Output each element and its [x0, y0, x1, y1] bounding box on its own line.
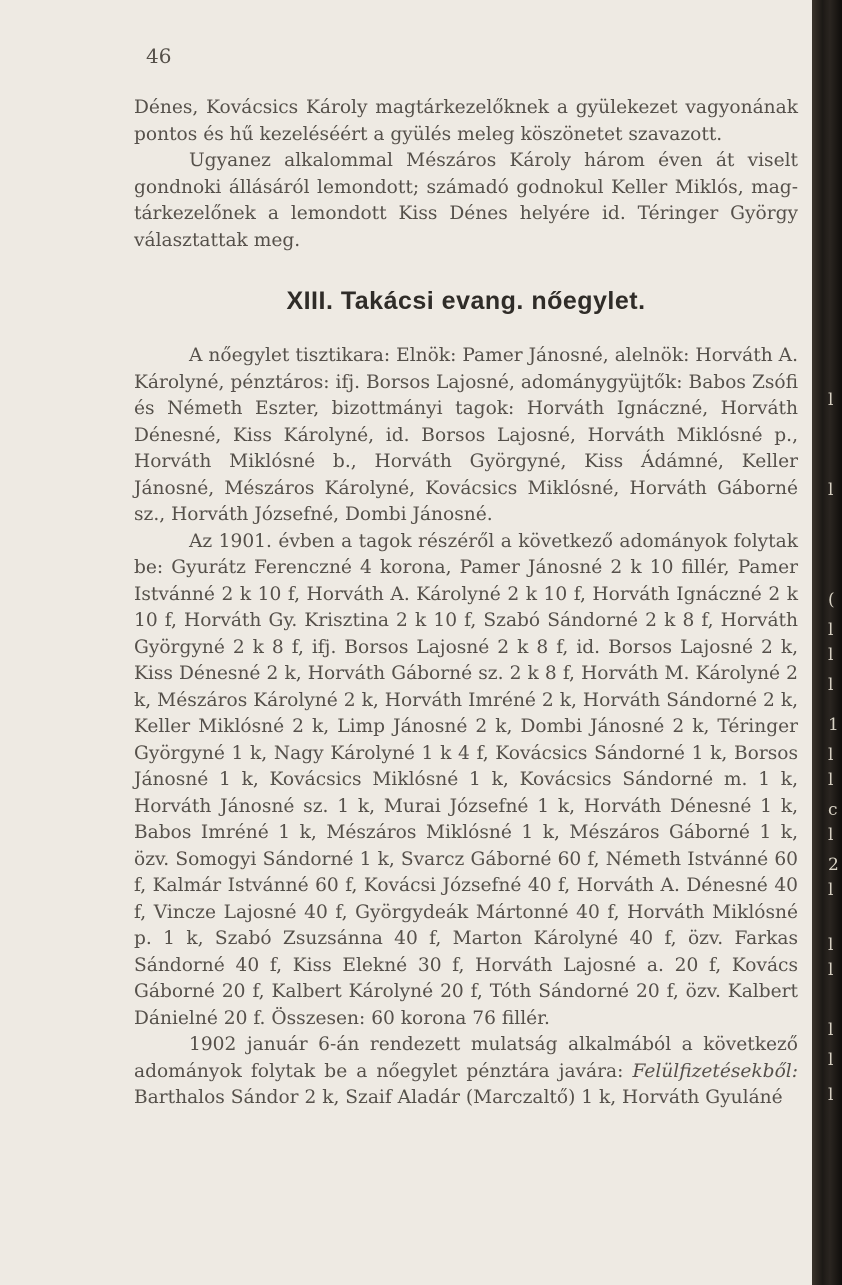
edge-glyph: 2 [828, 855, 839, 875]
edge-glyph: l [828, 480, 834, 500]
edge-glyph: ( [828, 590, 835, 610]
page-number: 46 [146, 44, 172, 68]
edge-glyph: l [828, 770, 834, 790]
paragraph-tisztikar: A nőegylet tisztikara: Elnök: Pamer Jánosné, alelnök: Horváth A. Károlyné, pénztáros: ifj. Borsos Lajosné, adománygyüjtők: Babos Zsófi és Németh Eszter, bizottmányi tagok: Horváth Ignáczné, Horváth Dénesné, Kiss Károlyné, id. Borsos Lajosné, Horváth Miklósné p., Horváth Miklósné b., Horváth Györgyné, Kiss Ádámné, Keller Jánosné, Mészáros Károlyné, Kovácsics Miklósné, Horváth Gáborné sz., Horváth Józsefné, Dombi Jánosné. [134, 345, 798, 525]
paragraph-gondnok: Ugyanez alkalommal Mészáros Károly három éven át viselt gondnoki állásáról lemondott; számadó godnokul Keller Miklós, magtárkezelőnek a lemondott Kiss Dénes helyére id. Téringer György választattak meg. [134, 150, 798, 251]
edge-glyph: l [828, 645, 834, 665]
edge-glyph: l [828, 620, 834, 640]
mulatsag-donors: Barthalos Sándor 2 k, Szaif Aladár (Marczaltő) 1 k, Horváth Gyuláné [134, 1087, 783, 1108]
edge-glyph: l [828, 825, 834, 845]
edge-glyph: 1 [828, 715, 839, 735]
paragraph-continuation: Dénes, Kovácsics Károly magtárkezelőknek a gyülekezet vagyonának pontos és hű kezeléséért a gyülés meleg köszönetet szavazott. [134, 97, 798, 145]
edge-glyph: l [828, 1050, 834, 1070]
edge-glyph: l [828, 745, 834, 765]
adjacent-page-edge-text [826, 0, 842, 1285]
edge-glyph: l [828, 1020, 834, 1040]
section-body [134, 343, 798, 1112]
section-heading: XIII. Takácsi evang. nőegylet. [286, 287, 646, 315]
edge-glyph: l [828, 960, 834, 980]
previous-section-text [134, 95, 798, 254]
edge-glyph: l [828, 390, 834, 410]
paragraph-adomanyok-1901: Az 1901. évben a tagok részéről a következő adományok folytak be: Gyurátz Ferenczné 4 korona, Pamer Jánosné 2 k 10 fillér, Pamer Istvánné 2 k 10 f, Horváth A. Károlyné 2 k 10 f, Horváth Ignáczné 2 k 10 f, Horváth Gy. Krisztina 2 k 10 f, Szabó Sándorné 2 k 8 f, Horváth Györgyné 2 k 8 f, ifj. Borsos Lajosné 2 k 8 f, id. Borsos Lajosné 2 k, Kiss Dénesné 2 k, Horváth Gáborné sz. 2 k 8 f, Horváth M. Károlyné 2 k, Mészáros Károlyné 2 k, Horváth Imréné 2 k, Horváth Sándorné 2 k, Keller Miklósné 2 k, Limp Jánosné 2 k, Dombi Jánosné 2 k, Téringer Györgyné 1 k, Nagy Károlyné 1 k 4 f, Kovácsics Sándorné 1 k, Borsos Jánosné 1 k, Kovácsics Miklósné 1 k, Kovácsics Sándorné m. 1 k, Horváth Jánosné sz. 1 k, Murai Józsefné 1 k, Horváth Dénesné 1 k, Babos Imréné 1 k, Mészáros Miklósné 1 k, Mészáros Gáborné 1 k, özv. Somogyi Sándorné 1 k, Svarcz Gáborné 60 f, Németh Istvánné 60 f, Kalmár Istvánné 60 f, Kovácsi Józsefné 40 f, Horváth A. Dénesné 40 f, Vincze Lajosné 40 f, Györgydeák Mártonné 40 f, Horváth Miklósné p. 1 k, Szabó Zsuzsánna 40 f, Marton Károlyné 40 f, özv. Farkas Sándorné 40 f, Kiss Elekné 30 f, Horváth Lajosné a. 20 f, Kovács Gáborné 20 f, Kalbert Károlyné 20 f, Tóth Sándorné 20 f, özv. Kalbert Dánielné 20 f. Összesen: 60 korona 76 fillér. [134, 530, 798, 1029]
edge-glyph: l [828, 675, 834, 695]
edge-glyph: l [828, 935, 834, 955]
edge-glyph: l [828, 880, 834, 900]
mulatsag-text: 1902 január 6-án rendezett mulatság alkalmából a következő adományok folytak be a nőegylet pénztára javára: [134, 1034, 798, 1082]
paragraph-mulatsag-1902 [134, 1032, 798, 1112]
edge-glyph: l [828, 1085, 834, 1105]
felulfizetes-label: Felülfizetésekből: [632, 1060, 798, 1082]
edge-glyph: c [828, 800, 838, 820]
